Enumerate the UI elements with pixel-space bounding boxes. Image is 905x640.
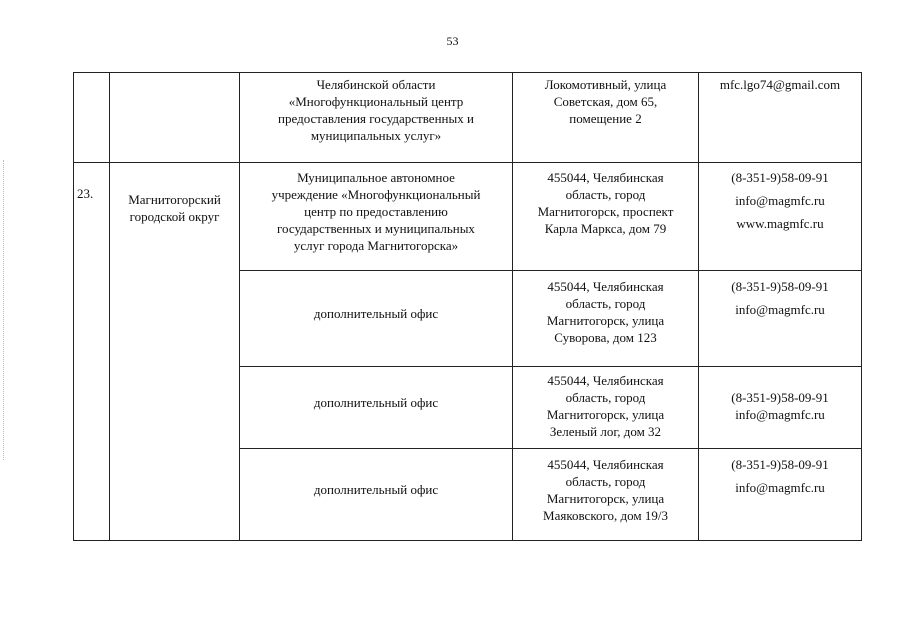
mfc-table xyxy=(73,72,862,541)
contacts-cell: (8-351-9)58-09-91 info@magmfc.ru xyxy=(699,449,862,541)
page-number: 53 xyxy=(446,34,459,48)
org-cell: Челябинской области «Многофункциональный центр предоставления государственных и муниципальных услуг» xyxy=(240,73,513,163)
margin-scan-artifact xyxy=(3,160,6,460)
contacts-cell: (8-351-9)58-09-91 info@magmfc.ru xyxy=(699,271,862,367)
address-cell: 455044, Челябинская область, город Магнитогорск, улица Маяковского, дом 19/3 xyxy=(513,449,699,541)
table-row xyxy=(74,163,862,271)
table-row xyxy=(74,73,862,163)
address-cell: 455044, Челябинская область, город Магнитогорск, улица Зеленый лог, дом 32 xyxy=(513,367,699,449)
org-cell: дополнительный офис xyxy=(240,271,513,367)
district-cell: Магнитогорский городской округ xyxy=(110,163,240,541)
org-cell: Муниципальное автономное учреждение «Многофункциональный центр по предоставлению государственных и муниципальных услуг города Магнитогорска» xyxy=(240,163,513,271)
contacts-cell: (8-351-9)58-09-91 info@magmfc.ru xyxy=(699,367,862,449)
contacts-cell: mfc.lgo74@gmail.com xyxy=(699,73,862,163)
org-cell: дополнительный офис xyxy=(240,367,513,449)
contacts-cell: (8-351-9)58-09-91 info@magmfc.ru www.magmfc.ru xyxy=(699,163,862,271)
district-cell xyxy=(110,73,240,163)
address-cell: Локомотивный, улица Советская, дом 65, помещение 2 xyxy=(513,73,699,163)
row-number: 23. xyxy=(74,163,110,541)
address-cell: 455044, Челябинская область, город Магнитогорск, проспект Карла Маркса, дом 79 xyxy=(513,163,699,271)
address-cell: 455044, Челябинская область, город Магнитогорск, улица Суворова, дом 123 xyxy=(513,271,699,367)
org-cell: дополнительный офис xyxy=(240,449,513,541)
row-number xyxy=(74,73,110,163)
